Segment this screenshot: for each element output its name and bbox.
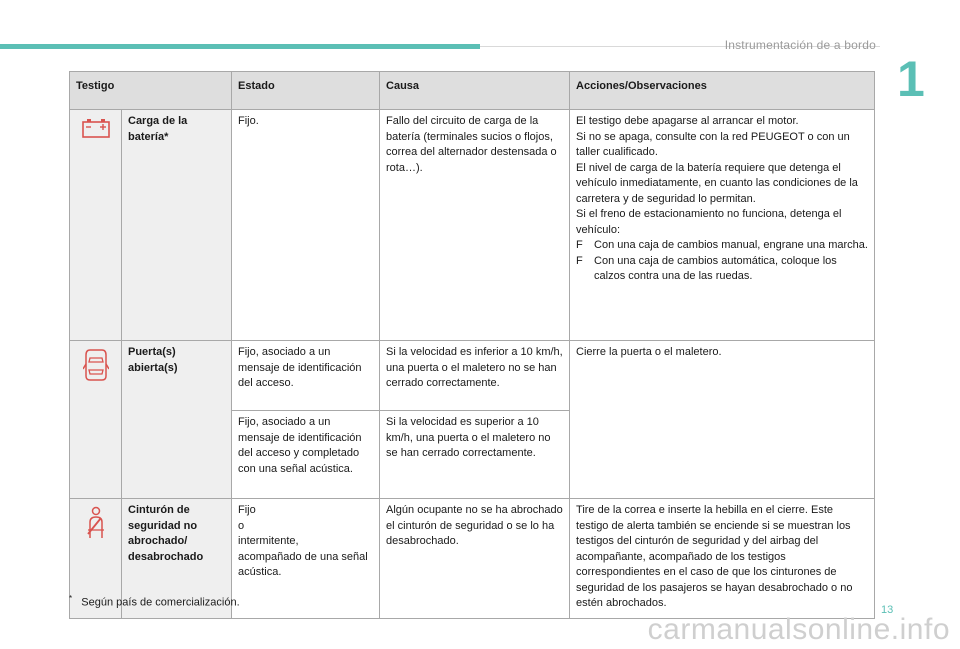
seatbelt-acciones: Tire de la correa e inserte la hebilla en el cierre. Este testigo de alerta también se enciende si se muestran los testigos del cinturón de seguridad y del airbag del acompañante, acompañado de los testigos correspondientes en el caso de que los cinturones de seguridad de los pasajeros se hayan desabrochado o no estén abrochados.	[570, 499, 875, 619]
battery-accion-line: El testigo debe apagarse al arrancar el motor.	[576, 115, 799, 127]
battery-bullet: F Con una caja de cambios automática, coloque los calzos contra una de las ruedas.	[576, 254, 837, 282]
seatbelt-estado-line: o	[238, 519, 245, 532]
table-header-row	[70, 72, 875, 110]
col-header-acciones: Acciones/Observaciones	[570, 72, 875, 110]
battery-accion-line: El nivel de carga de la batería requiere que detenga el vehículo inmediatamente, en cuanto las condiciones de la carretera y de seguridad lo permitan.	[576, 161, 858, 205]
col-header-testigo: Testigo	[70, 72, 232, 110]
door-icon-cell	[70, 341, 122, 499]
battery-accion-line: Si no se apaga, consulte con la red PEUGEOT o con un taller cualificado.	[576, 130, 850, 158]
door-estado-2: Fijo, asociado a un mensaje de identificación del acceso y completado con una señal acústica.	[232, 411, 380, 499]
door-causa-2: Si la velocidad es superior a 10 km/h, una puerta o el maletero no se han cerrado correctamente.	[380, 411, 570, 499]
door-estado-1: Fijo, asociado a un mensaje de identificación del acceso.	[232, 341, 380, 411]
battery-bullet: F Con una caja de cambios manual, engrane una marcha.	[576, 238, 868, 254]
bullet-mark: F	[576, 239, 583, 251]
door-name: Puerta(s) abierta(s)	[122, 341, 232, 499]
battery-accion-line: Si el freno de estacionamiento no funciona, detenga el vehículo:	[576, 208, 842, 236]
door-acciones: Cierre la puerta o el maletero.	[570, 341, 875, 499]
bullet-mark: F	[576, 254, 583, 267]
footnote	[69, 594, 240, 609]
battery-acciones	[570, 110, 875, 341]
footnote-mark: *	[69, 594, 73, 603]
chapter-number: 1	[897, 51, 925, 107]
table-row	[70, 341, 875, 411]
seatbelt-causa: Algún ocupante no se ha abrochado el cinturón de seguridad o se lo ha desabrochado.	[380, 499, 570, 619]
battery-icon-cell	[70, 110, 122, 341]
seatbelt-name: Cinturón de seguridad no abrochado/ desabrochado	[122, 499, 232, 619]
seatbelt-estado-line: Fijo	[238, 504, 256, 516]
watermark: carmanualsonline.info	[647, 613, 950, 646]
door-open-icon	[83, 348, 109, 382]
warning-lights-table	[69, 71, 875, 619]
seatbelt-warning-icon	[84, 506, 108, 540]
col-header-estado: Estado	[232, 72, 380, 110]
section-title: Instrumentación de a bordo	[724, 38, 876, 52]
battery-name: Carga de la batería*	[122, 110, 232, 341]
battery-estado: Fijo.	[232, 110, 380, 341]
col-header-causa: Causa	[380, 72, 570, 110]
battery-warning-icon	[81, 117, 111, 139]
page-number: 13	[881, 604, 894, 616]
seatbelt-estado-line: intermitente,	[238, 535, 299, 547]
table-row	[70, 110, 875, 341]
seatbelt-estado-line: acompañado de una señal acústica.	[238, 550, 368, 578]
door-causa-1: Si la velocidad es inferior a 10 km/h, una puerta o el maletero no se han cerrado correctamente.	[380, 341, 570, 411]
battery-causa: Fallo del circuito de carga de la batería (terminales sucios o flojos, correa del alternador destensada o rota…).	[380, 110, 570, 341]
header-accent-bar	[0, 44, 480, 49]
footnote-text: Según país de comercialización.	[81, 596, 240, 609]
seatbelt-estado	[232, 499, 380, 619]
